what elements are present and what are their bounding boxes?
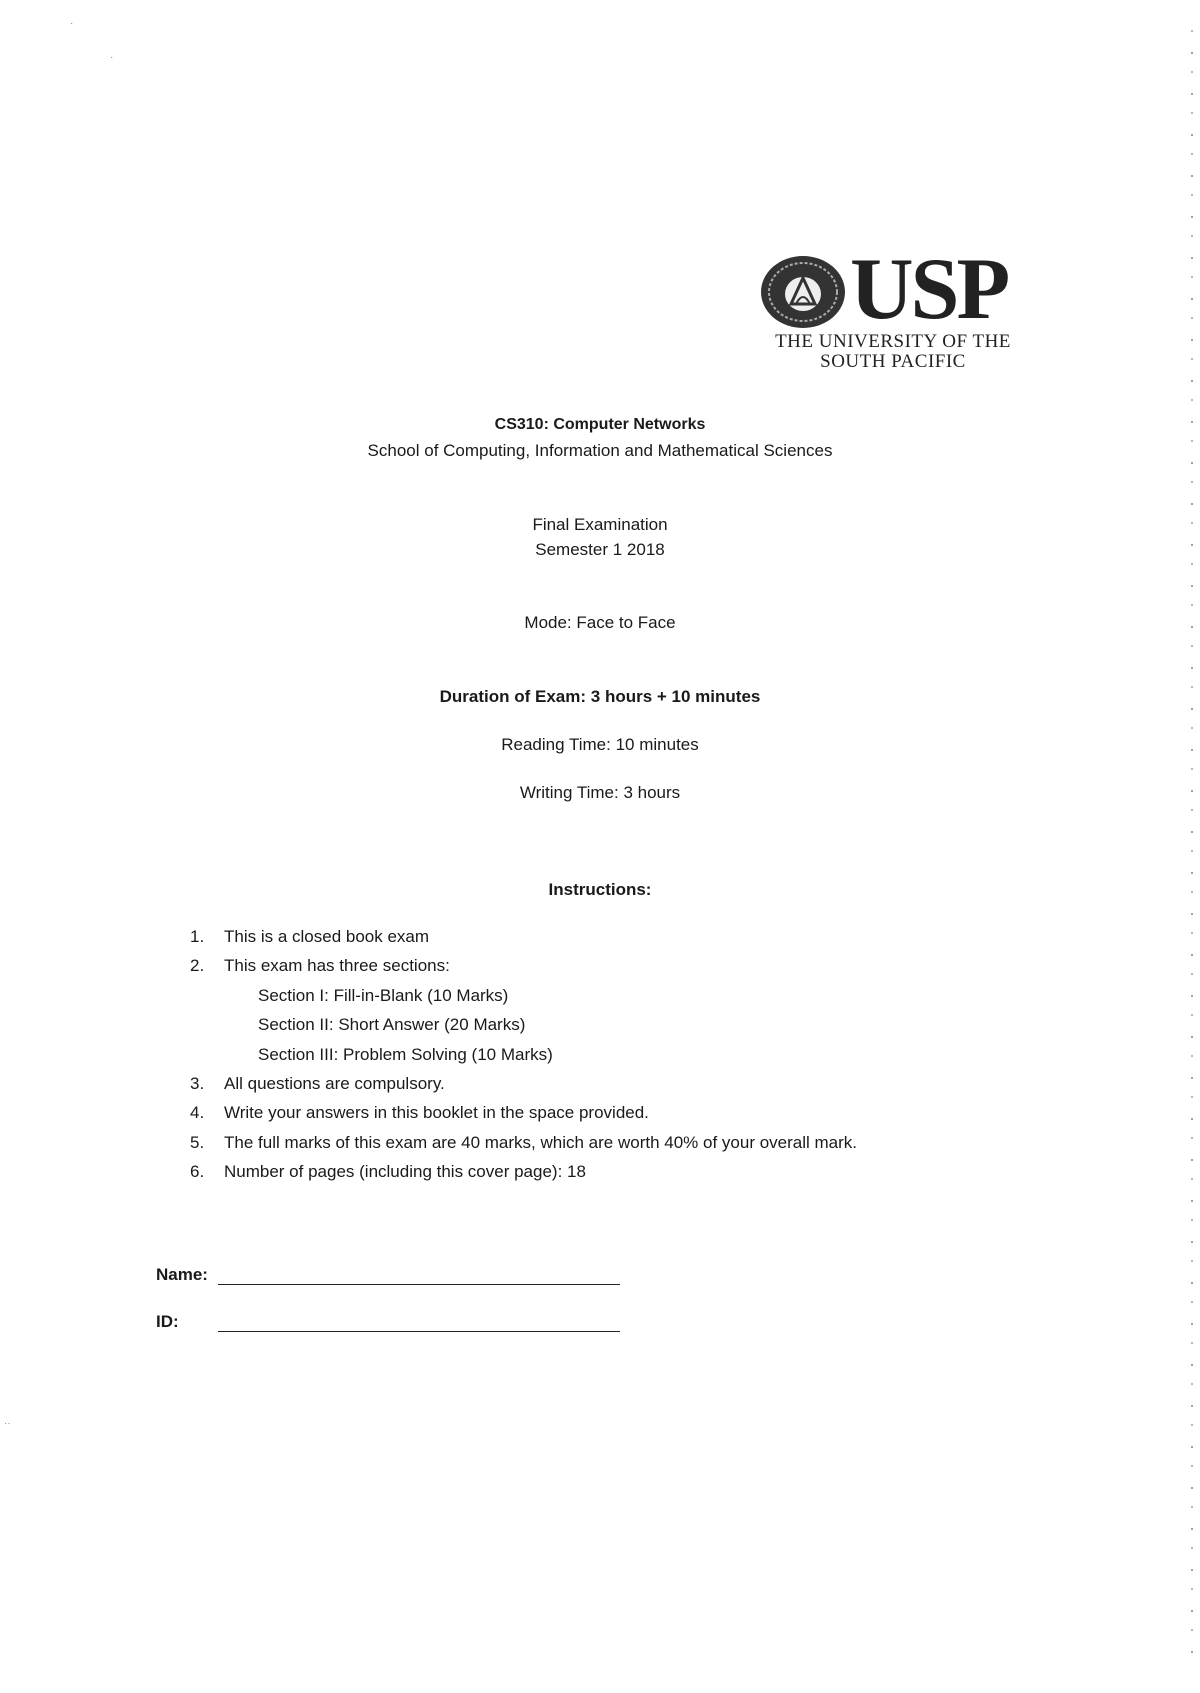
scan-speck: · [110, 52, 114, 63]
name-field[interactable] [218, 1284, 620, 1285]
exam-mode: Mode: Face to Face [524, 613, 676, 632]
name-label: Name: [156, 1265, 208, 1284]
section-item: Section II: Short Answer (20 Marks) [258, 1015, 526, 1035]
school-name: School of Computing, Information and Mathematical Sciences [367, 441, 833, 460]
list-item: 6. Number of pages (including this cover page): 18 [190, 1162, 586, 1182]
instructions-title: Instructions: [548, 880, 652, 899]
reading-time: Reading Time: 10 minutes [501, 735, 699, 754]
usp-logo [758, 241, 1028, 375]
id-label: ID: [156, 1312, 179, 1331]
exam-type: Final Examination [532, 515, 668, 534]
id-field[interactable] [218, 1331, 620, 1332]
list-item: 5. The full marks of this exam are 40 marks, which are worth 40% of your overall mark. [190, 1132, 858, 1152]
list-item: 2. This exam has three sections: [190, 956, 450, 976]
section-item: Section I: Fill-in-Blank (10 Marks) [258, 985, 509, 1005]
instructions-list [190, 922, 858, 1187]
semester: Semester 1 2018 [535, 540, 665, 559]
university-seal-icon [758, 254, 848, 330]
course-title: CS310: Computer Networks [494, 416, 706, 433]
exam-duration: Duration of Exam: 3 hours + 10 minutes [439, 687, 761, 706]
writing-time: Writing Time: 3 hours [519, 783, 681, 802]
list-item: 4. Write your answers in this booklet in the space provided. [190, 1103, 649, 1123]
section-item: Section III: Problem Solving (10 Marks) [258, 1044, 553, 1064]
scan-speck: · [70, 18, 74, 29]
scan-edge-artifact [1191, 30, 1193, 1670]
logo-text-line2: SOUTH PACIFIC [820, 351, 966, 372]
logo-wordmark: USP [850, 241, 1008, 338]
logo-text-line1: THE UNIVERSITY OF THE [775, 331, 1011, 352]
scan-speck: ·· [4, 1418, 11, 1429]
list-item: 3. All questions are compulsory. [190, 1073, 445, 1093]
list-item: 1. This is a closed book exam [190, 927, 430, 946]
